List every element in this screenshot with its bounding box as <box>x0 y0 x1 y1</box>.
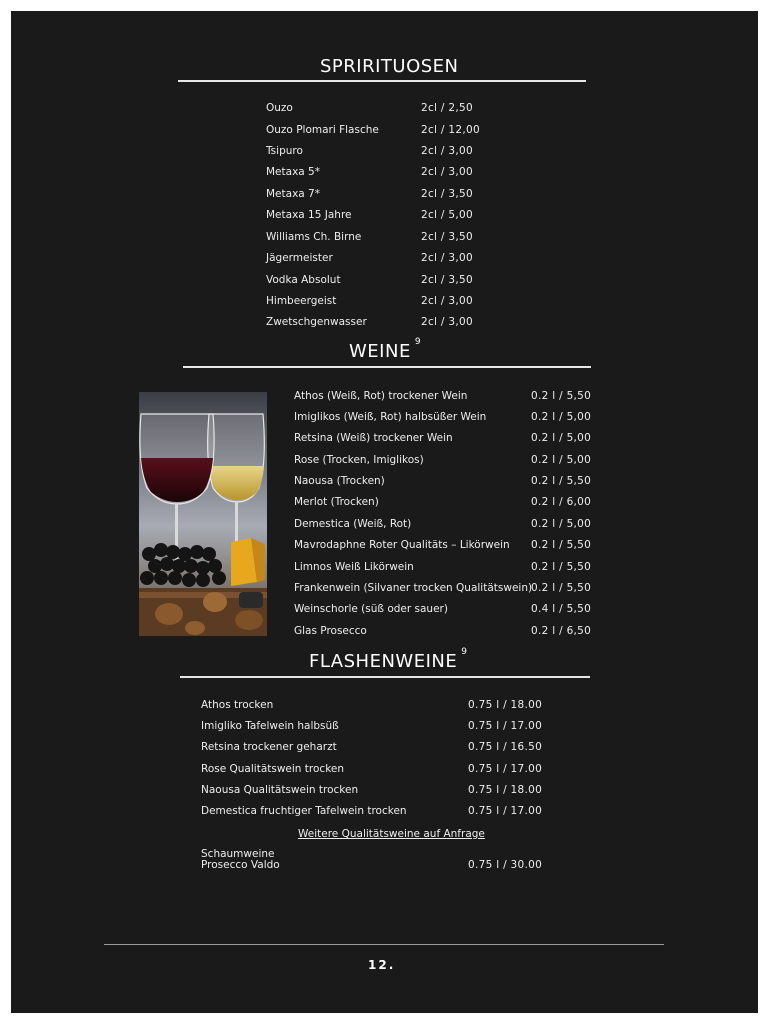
wine-price: 0.2 l / 5,00 <box>531 432 592 444</box>
wine-name: Rose (Trocken, Imiglikos) <box>294 454 424 466</box>
wine-glasses-image <box>139 392 267 636</box>
wine-name: Merlot (Trocken) <box>294 496 379 508</box>
spirit-name: Tsipuro <box>266 145 303 157</box>
footer-divider <box>104 944 664 945</box>
spirit-name: Zwetschgenwasser <box>266 316 367 328</box>
bottle-name: Rose Qualitätswein trocken <box>201 763 345 775</box>
sparkling-heading: Schaumweine <box>201 848 275 860</box>
wine-price: 0.2 l / 5,00 <box>531 518 592 530</box>
more-wines-note: Weitere Qualitätsweine auf Anfrage <box>298 828 485 840</box>
bottle-name: Naousa Qualitätswein trocken <box>201 784 359 796</box>
spirits-divider <box>178 80 586 82</box>
bottles-footnote: 9 <box>461 647 468 657</box>
spirit-price: 2cl / 3,00 <box>421 166 473 178</box>
sparkling-name: Prosecco Valdo <box>201 859 280 871</box>
wine-name: Frankenwein (Silvaner trocken Qualitätswein) <box>294 582 533 594</box>
bottle-name: Imigliko Tafelwein halbsüß <box>201 720 339 732</box>
bottle-name: Retsina trockener geharzt <box>201 741 337 753</box>
spirit-name: Vodka Absolut <box>266 274 341 286</box>
spirit-price: 2cl / 3,00 <box>421 145 473 157</box>
spirit-name: Metaxa 7* <box>266 188 320 200</box>
wine-name: Weinschorle (süß oder sauer) <box>294 603 448 615</box>
wine-price: 0.2 l / 5,00 <box>531 411 592 423</box>
bottle-name: Demestica fruchtiger Tafelwein trocken <box>201 805 407 817</box>
sparkling-price: 0.75 l / 30.00 <box>468 859 543 871</box>
wine-name: Demestica (Weiß, Rot) <box>294 518 412 530</box>
spirit-price: 2cl / 3,00 <box>421 316 473 328</box>
spirit-price: 2cl / 2,50 <box>421 102 473 114</box>
spirit-name: Jägermeister <box>266 252 333 264</box>
wine-price: 0.4 l / 5,50 <box>531 603 592 615</box>
wine-price: 0.2 l / 5,00 <box>531 454 592 466</box>
spirit-name: Metaxa 15 Jahre <box>266 209 352 221</box>
spirit-price: 2cl / 12,00 <box>421 124 480 136</box>
spirit-price: 2cl / 5,00 <box>421 209 473 221</box>
wine-price: 0.2 l / 6,50 <box>531 625 592 637</box>
wine-name: Glas Prosecco <box>294 625 367 637</box>
bottles-divider <box>180 676 590 678</box>
spirits-title: SPRIRITUOSEN <box>320 56 459 77</box>
spirit-name: Ouzo Plomari Flasche <box>266 124 379 136</box>
bottle-price: 0.75 l / 16.50 <box>468 741 543 753</box>
wine-price: 0.2 l / 5,50 <box>531 582 592 594</box>
bottles-title: FLASHENWEINE $^9$ <box>309 647 468 672</box>
bottle-price: 0.75 l / 17.00 <box>468 805 543 817</box>
wine-name: Mavrodaphne Roter Qualitäts – Likörwein <box>294 539 510 551</box>
wine-name: Imiglikos (Weiß, Rot) halbsüßer Wein <box>294 411 487 423</box>
wines-title: WEINE $^9$ <box>349 337 422 362</box>
bottle-price: 0.75 l / 17.00 <box>468 763 543 775</box>
wine-price: 0.2 l / 5,50 <box>531 561 592 573</box>
wine-price: 0.2 l / 6,00 <box>531 496 592 508</box>
wine-name: Retsina (Weiß) trockener Wein <box>294 432 453 444</box>
bottle-name: Athos trocken <box>201 699 274 711</box>
bottle-price: 0.75 l / 18.00 <box>468 784 543 796</box>
spirit-name: Metaxa 5* <box>266 166 320 178</box>
wine-price: 0.2 l / 5,50 <box>531 539 592 551</box>
spirit-name: Himbeergeist <box>266 295 337 307</box>
spirit-name: Ouzo <box>266 102 293 114</box>
bottle-price: 0.75 l / 17.00 <box>468 720 543 732</box>
spirit-name: Williams Ch. Birne <box>266 231 362 243</box>
wine-name: Limnos Weiß Likörwein <box>294 561 414 573</box>
wine-price: 0.2 l / 5,50 <box>531 475 592 487</box>
spirit-price: 2cl / 3,00 <box>421 252 473 264</box>
menu-page <box>11 11 758 1013</box>
wines-divider <box>183 366 591 368</box>
spirit-price: 2cl / 3,50 <box>421 231 473 243</box>
page-number: 12. <box>368 958 396 972</box>
wines-footnote: 9 <box>414 337 422 347</box>
bottle-price: 0.75 l / 18.00 <box>468 699 543 711</box>
wine-price: 0.2 l / 5,50 <box>531 390 592 402</box>
wine-name: Naousa (Trocken) <box>294 475 385 487</box>
spirit-price: 2cl / 3,50 <box>421 188 473 200</box>
wine-name: Athos (Weiß, Rot) trockener Wein <box>294 390 468 402</box>
spirit-price: 2cl / 3,00 <box>421 295 473 307</box>
spirit-price: 2cl / 3,50 <box>421 274 473 286</box>
